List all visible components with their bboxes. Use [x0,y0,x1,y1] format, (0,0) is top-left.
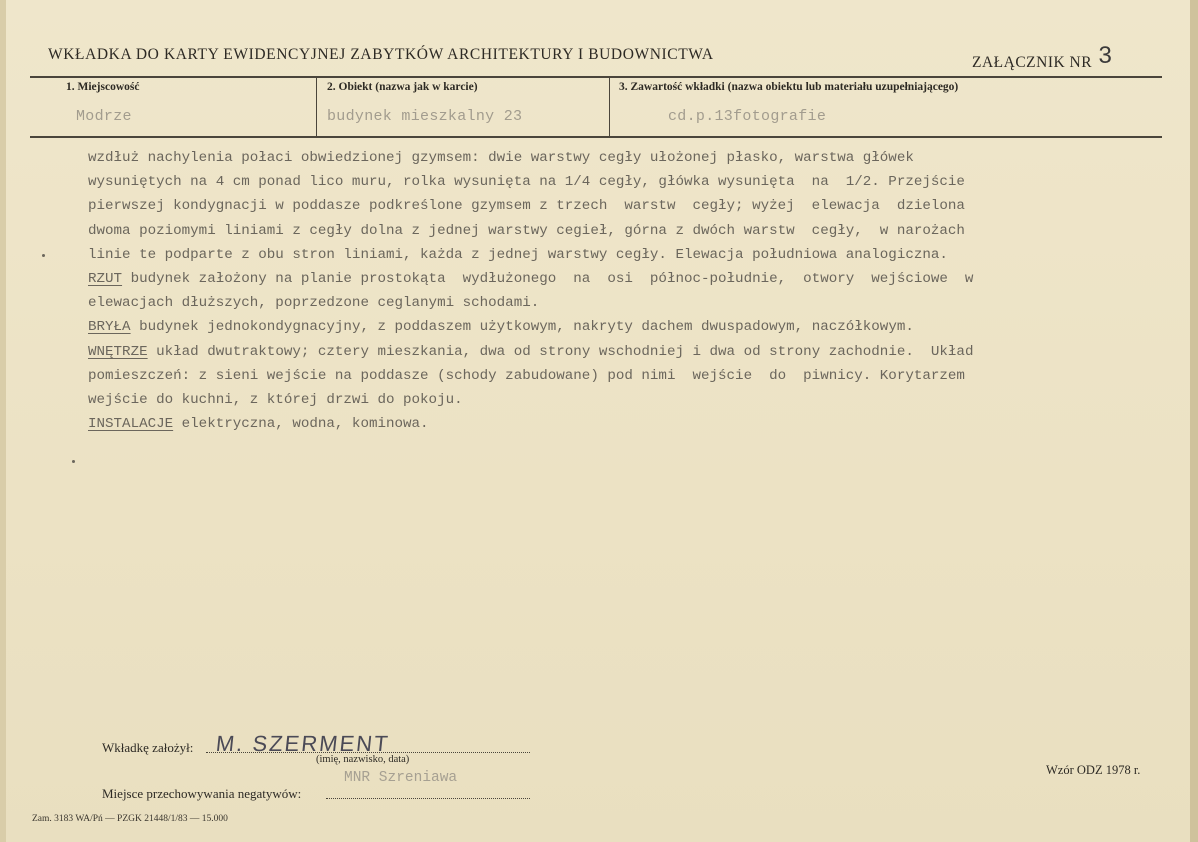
negatives-location-value: MNR Szreniawa [344,770,458,786]
text-line-rest: układ dwutraktowy; cztery mieszkania, dwa od strony wschodniej i dwa od strony zachodnie. Układ [147,343,974,360]
text-line [88,315,1148,339]
created-by-signature: M. SZERMENT [214,731,391,756]
text-line [88,340,1148,364]
created-by-label: Wkładkę założył: [102,740,194,755]
field-label-object: 2. Obiekt (nazwa jak w karcie) [327,81,478,93]
text-line: linie te podparte z obu stron liniami, każda z jednej warstwy cegły. Elewacja południowa analogiczna. [88,246,948,263]
created-by-line [206,752,530,753]
negatives-label: Miejsce przechowywania negatywów: [102,786,302,801]
paper-edge-right [1190,0,1198,842]
text-line-rest: elektryczna, wodna, kominowa. [173,416,429,433]
field-value-locality: Modrze [76,108,132,125]
annex-label [972,42,1113,74]
section-heading-bryla: BRYŁA [88,319,131,336]
paper-edge-left [0,0,6,842]
header-rule-bottom [30,136,1162,138]
field-label-locality: 1. Miejscowość [66,81,140,93]
field-divider-1 [316,77,317,136]
text-line: wysuniętych na 4 cm ponad lico muru, rolka wysunięta na 1/4 cegły, główka wysunięta na 1/2. Przejście [88,174,965,191]
text-line: wzdłuż nachylenia połaci obwiedzionej gzymsem: dwie warstwy cegły ułożonej płasko, warstwa główek [88,150,914,166]
text-line: wejście do kuchni, z której drzwi do pokoju. [88,391,463,408]
field-label-contents: 3. Zawartość wkładki (nazwa obiektu lub materiału uzupełniającego) [619,81,959,93]
field-divider-2 [609,77,610,136]
document-title: WKŁADKA DO KARTY EWIDENCYJNEJ ZABYTKÓW ARCHITEKTURY I BUDOWNICTWA [48,46,714,63]
text-line [88,267,1148,291]
header-rule-top [30,76,1162,78]
text-line [88,412,1148,436]
field-value-contents: cd.p.13fotografie [668,108,827,125]
text-line: pomieszczeń: z sieni wejście na poddasze (schody zabudowane) pod nimi wejście do piwnicy. Korytarzem [88,367,965,384]
section-heading-wnetrze: WNĘTRZE [88,343,148,360]
section-heading-instalacje: INSTALACJE [88,416,174,433]
text-line: elewacjach dłuższych, poprzedzone ceglanymi schodami. [88,295,540,312]
negatives-line [326,798,530,799]
text-line-rest: budynek założony na planie prostokąta wydłużonego na osi północ-południe, otwory wejściowe w [122,270,974,287]
description-text [88,146,1148,436]
created-by-caption: (imię, nazwisko, data) [316,754,410,765]
annex-text: ZAŁĄCZNIK NR [972,54,1093,71]
text-line-rest: budynek jednokondygnacyjny, z poddaszem użytkowym, nakryty dachem dwuspadowym, naczółkowym. [130,319,914,336]
field-value-object: budynek mieszkalny 23 [327,108,523,125]
text-line: dwoma poziomymi liniami z cegły dolna z jednej warstwy cegieł, górna z dwóch warstw cegły, w narożach [88,222,965,239]
form-model-note: Wzór ODZ 1978 r. [1046,763,1141,777]
section-heading-rzut: RZUT [88,270,123,287]
print-info: Zam. 3183 WA/Pń — PZGK 21448/1/83 — 15.000 [32,814,228,824]
punch-mark [42,254,45,257]
annex-number: 3 [1098,42,1113,69]
text-line: pierwszej kondygnacji w poddasze podkreślone gzymsem z trzech warstw cegły; wyżej elewacja dzielona [88,198,965,215]
punch-mark [72,460,75,463]
